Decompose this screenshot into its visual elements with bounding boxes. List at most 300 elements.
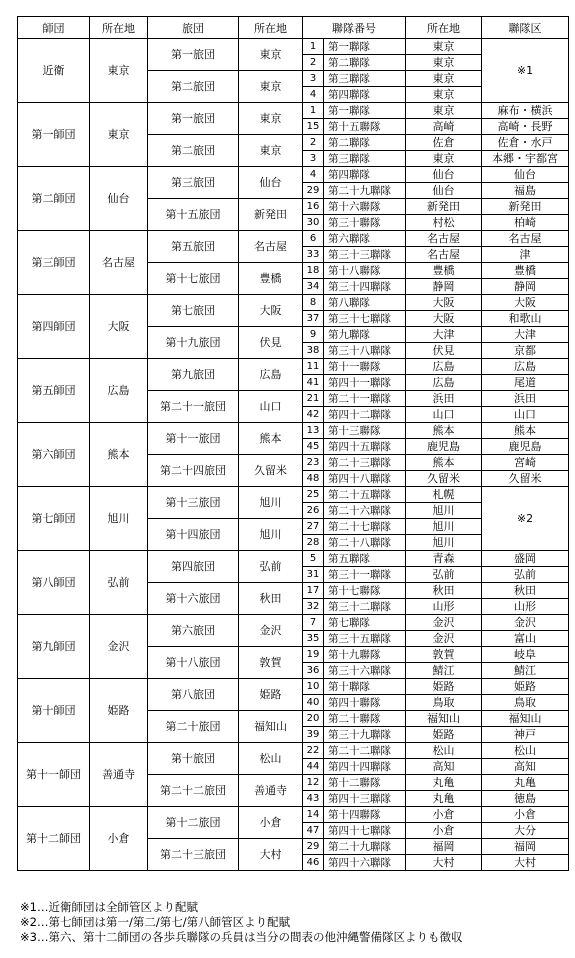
- header-regiment-location: 所在地: [406, 17, 482, 39]
- regiment-location: 大阪: [406, 295, 482, 311]
- regiment-number: 10: [303, 679, 324, 695]
- regiment-number: 39: [303, 727, 324, 743]
- table-row: [18, 487, 569, 503]
- header-row: [18, 17, 569, 39]
- regiment-location: 伏見: [406, 343, 482, 359]
- regiment-location: 広島: [406, 375, 482, 391]
- regiment-location: 青森: [406, 551, 482, 567]
- regiment-district: 弘前: [482, 567, 569, 583]
- table-row: [18, 679, 569, 695]
- regiment-number: 20: [303, 711, 324, 727]
- regiment-name: 第九聯隊: [324, 327, 406, 343]
- regiment-district: 福島: [482, 183, 569, 199]
- regiment-location: 山口: [406, 407, 482, 423]
- regiment-district: 熊本: [482, 423, 569, 439]
- regiment-district: 仙台: [482, 167, 569, 183]
- regiment-district: 秋田: [482, 583, 569, 599]
- regiment-number: 4: [303, 87, 324, 103]
- brigade-name: 第九旅団: [148, 359, 239, 391]
- regiment-district: 柏崎: [482, 215, 569, 231]
- brigade-location: 敦賀: [239, 647, 303, 679]
- brigade-name: 第十七旅団: [148, 263, 239, 295]
- regiment-number: 6: [303, 231, 324, 247]
- division-location: 小倉: [90, 807, 148, 871]
- regiment-name: 第四十二聯隊: [324, 407, 406, 423]
- regiment-district: ※1: [482, 39, 569, 103]
- brigade-location: 旭川: [239, 487, 303, 519]
- division-location: 善通寺: [90, 743, 148, 807]
- division-name: 第十二師団: [18, 807, 90, 871]
- regiment-location: 東京: [406, 151, 482, 167]
- brigade-location: 大村: [239, 839, 303, 871]
- division-name: 第八師団: [18, 551, 90, 615]
- footnote: ※1…近衛師団は全師管区より配賦: [20, 900, 198, 914]
- regiment-number: 34: [303, 279, 324, 295]
- regiment-district: 大村: [482, 855, 569, 871]
- regiment-name: 第二十聯隊: [324, 711, 406, 727]
- regiment-name: 第二十六聯隊: [324, 503, 406, 519]
- division-location: 仙台: [90, 167, 148, 231]
- regiment-number: 31: [303, 567, 324, 583]
- regiment-location: 敦賀: [406, 647, 482, 663]
- regiment-number: 5: [303, 551, 324, 567]
- regiment-district: 福岡: [482, 839, 569, 855]
- regiment-number: 15: [303, 119, 324, 135]
- brigade-location: 小倉: [239, 807, 303, 839]
- regiment-district: 大津: [482, 327, 569, 343]
- table-row: [18, 231, 569, 247]
- brigade-location: 金沢: [239, 615, 303, 647]
- regiment-district: 丸亀: [482, 775, 569, 791]
- regiment-district: 佐倉・水戸: [482, 135, 569, 151]
- header-regiment-district: 聯隊区: [482, 17, 569, 39]
- regiment-number: 7: [303, 615, 324, 631]
- regiment-number: 42: [303, 407, 324, 423]
- header-brigade: 旅団: [148, 17, 239, 39]
- brigade-name: 第二旅団: [148, 71, 239, 103]
- regiment-district: 新発田: [482, 199, 569, 215]
- brigade-name: 第二旅団: [148, 135, 239, 167]
- regiment-number: 2: [303, 55, 324, 71]
- regiment-name: 第三聯隊: [324, 151, 406, 167]
- brigade-name: 第十六旅団: [148, 583, 239, 615]
- division-location: 大阪: [90, 295, 148, 359]
- brigade-location: 旭川: [239, 519, 303, 551]
- brigade-location: 仙台: [239, 167, 303, 199]
- brigade-name: 第四旅団: [148, 551, 239, 583]
- regiment-district: 松山: [482, 743, 569, 759]
- regiment-location: 弘前: [406, 567, 482, 583]
- header-division: 師団: [18, 17, 90, 39]
- regiment-number: 33: [303, 247, 324, 263]
- table-body: [18, 39, 569, 871]
- regiment-district: 麻布・横浜: [482, 103, 569, 119]
- regiment-number: 36: [303, 663, 324, 679]
- regiment-name: 第四十三聯隊: [324, 791, 406, 807]
- regiment-name: 第一聯隊: [324, 39, 406, 55]
- brigade-name: 第十二旅団: [148, 807, 239, 839]
- regiment-location: 広島: [406, 359, 482, 375]
- table-row: [18, 167, 569, 183]
- regiment-location: 名古屋: [406, 231, 482, 247]
- division-name: 第九師団: [18, 615, 90, 679]
- regiment-location: 名古屋: [406, 247, 482, 263]
- regiment-number: 29: [303, 183, 324, 199]
- regiment-number: 22: [303, 743, 324, 759]
- regiment-name: 第十三聯隊: [324, 423, 406, 439]
- header-regiment-number: 聯隊番号: [303, 17, 406, 39]
- brigade-location: 弘前: [239, 551, 303, 583]
- regiment-number: 23: [303, 455, 324, 471]
- regiment-district: 大阪: [482, 295, 569, 311]
- regiment-district: 浜田: [482, 391, 569, 407]
- regiment-district: 高知: [482, 759, 569, 775]
- regiment-district: 宮崎: [482, 455, 569, 471]
- regiment-location: 熊本: [406, 455, 482, 471]
- regiment-name: 第四聯隊: [324, 167, 406, 183]
- regiment-name: 第一聯隊: [324, 103, 406, 119]
- brigade-location: 善通寺: [239, 775, 303, 807]
- brigade-name: 第十四旅団: [148, 519, 239, 551]
- division-name: 第六師団: [18, 423, 90, 487]
- footnote: ※3…第六、第十二師団の各歩兵聯隊の兵員は当分の間表の他沖縄警備隊区よりも徴収: [20, 930, 463, 944]
- regiment-number: 18: [303, 263, 324, 279]
- regiment-district: 静岡: [482, 279, 569, 295]
- regiment-location: 札幌: [406, 487, 482, 503]
- brigade-location: 東京: [239, 39, 303, 71]
- regiment-location: 旭川: [406, 519, 482, 535]
- regiment-location: 松山: [406, 743, 482, 759]
- regiment-location: 姫路: [406, 727, 482, 743]
- regiment-district: 高崎・長野: [482, 119, 569, 135]
- regiment-location: 旭川: [406, 535, 482, 551]
- regiment-district: 尾道: [482, 375, 569, 391]
- regiment-name: 第三十八聯隊: [324, 343, 406, 359]
- regiment-name: 第三十九聯隊: [324, 727, 406, 743]
- regiment-district: 山口: [482, 407, 569, 423]
- regiment-name: 第七聯隊: [324, 615, 406, 631]
- brigade-name: 第二十二旅団: [148, 775, 239, 807]
- regiment-district: 広島: [482, 359, 569, 375]
- brigade-name: 第一旅団: [148, 103, 239, 135]
- regiment-location: 静岡: [406, 279, 482, 295]
- footnote: ※2…第七師団は第一/第二/第七/第八師管区より配賦: [20, 915, 291, 929]
- regiment-location: 高知: [406, 759, 482, 775]
- regiment-location: 東京: [406, 55, 482, 71]
- regiment-location: 小倉: [406, 823, 482, 839]
- regiment-number: 37: [303, 311, 324, 327]
- regiment-location: 福岡: [406, 839, 482, 855]
- brigade-name: 第十三旅団: [148, 487, 239, 519]
- brigade-name: 第二十一旅団: [148, 391, 239, 423]
- brigade-location: 久留米: [239, 455, 303, 487]
- regiment-location: 仙台: [406, 183, 482, 199]
- regiment-district: 盛岡: [482, 551, 569, 567]
- division-name: 第三師団: [18, 231, 90, 295]
- regiment-location: 鹿児島: [406, 439, 482, 455]
- division-name: 第十師団: [18, 679, 90, 743]
- regiment-number: 9: [303, 327, 324, 343]
- division-location: 広島: [90, 359, 148, 423]
- header-brigade-location: 所在地: [239, 17, 303, 39]
- regiment-number: 29: [303, 839, 324, 855]
- division-name: 第一師団: [18, 103, 90, 167]
- regiment-location: 鳥取: [406, 695, 482, 711]
- regiment-name: 第三聯隊: [324, 71, 406, 87]
- division-location: 東京: [90, 39, 148, 103]
- regiment-name: 第二十五聯隊: [324, 487, 406, 503]
- regiment-district: 和歌山: [482, 311, 569, 327]
- regiment-name: 第二十九聯隊: [324, 839, 406, 855]
- regiment-number: 16: [303, 199, 324, 215]
- regiment-name: 第三十一聯隊: [324, 567, 406, 583]
- regiment-name: 第十五聯隊: [324, 119, 406, 135]
- division-name: 第十一師団: [18, 743, 90, 807]
- brigade-location: 広島: [239, 359, 303, 391]
- regiment-location: 佐倉: [406, 135, 482, 151]
- division-name: 第七師団: [18, 487, 90, 551]
- regiment-number: 45: [303, 439, 324, 455]
- regiment-location: 東京: [406, 87, 482, 103]
- brigade-location: 豊橋: [239, 263, 303, 295]
- regiment-number: 43: [303, 791, 324, 807]
- regiment-number: 12: [303, 775, 324, 791]
- regiment-location: 秋田: [406, 583, 482, 599]
- brigade-name: 第二十旅団: [148, 711, 239, 743]
- table-row: [18, 423, 569, 439]
- regiment-district: 徳島: [482, 791, 569, 807]
- regiment-number: 3: [303, 71, 324, 87]
- table-row: [18, 807, 569, 823]
- division-name: 第五師団: [18, 359, 90, 423]
- brigade-location: 山口: [239, 391, 303, 423]
- brigade-location: 熊本: [239, 423, 303, 455]
- regiment-name: 第四十八聯隊: [324, 471, 406, 487]
- regiment-location: 大村: [406, 855, 482, 871]
- division-name: 第二師団: [18, 167, 90, 231]
- regiment-number: 1: [303, 39, 324, 55]
- regiment-location: 高崎: [406, 119, 482, 135]
- regiment-location: 新発田: [406, 199, 482, 215]
- regiment-name: 第四十七聯隊: [324, 823, 406, 839]
- regiment-location: 丸亀: [406, 775, 482, 791]
- regiment-location: 東京: [406, 103, 482, 119]
- regiment-name: 第四十四聯隊: [324, 759, 406, 775]
- regiment-district: 津: [482, 247, 569, 263]
- regiment-district: 姫路: [482, 679, 569, 695]
- regiment-district: 小倉: [482, 807, 569, 823]
- regiment-name: 第八聯隊: [324, 295, 406, 311]
- brigade-name: 第十一旅団: [148, 423, 239, 455]
- regiment-district: 富山: [482, 631, 569, 647]
- regiment-number: 47: [303, 823, 324, 839]
- regiment-number: 17: [303, 583, 324, 599]
- regiment-name: 第三十五聯隊: [324, 631, 406, 647]
- regiment-name: 第四十一聯隊: [324, 375, 406, 391]
- regiment-district: 豊橋: [482, 263, 569, 279]
- division-location: 金沢: [90, 615, 148, 679]
- regiment-district: 岐阜: [482, 647, 569, 663]
- division-location: 弘前: [90, 551, 148, 615]
- regiment-district: ※2: [482, 487, 569, 551]
- regiment-location: 金沢: [406, 631, 482, 647]
- division-name: 近衛: [18, 39, 90, 103]
- regiment-district: 山形: [482, 599, 569, 615]
- regiment-location: 熊本: [406, 423, 482, 439]
- brigade-location: 福知山: [239, 711, 303, 743]
- regiment-name: 第十四聯隊: [324, 807, 406, 823]
- regiment-name: 第十聯隊: [324, 679, 406, 695]
- regiment-district: 大分: [482, 823, 569, 839]
- division-location: 名古屋: [90, 231, 148, 295]
- regiment-name: 第三十三聯隊: [324, 247, 406, 263]
- regiment-location: 久留米: [406, 471, 482, 487]
- table-row: [18, 39, 569, 55]
- brigade-location: 秋田: [239, 583, 303, 615]
- regiment-district: 京都: [482, 343, 569, 359]
- brigade-name: 第十五旅団: [148, 199, 239, 231]
- regiment-name: 第三十聯隊: [324, 215, 406, 231]
- regiment-district: 鳥取: [482, 695, 569, 711]
- brigade-name: 第五旅団: [148, 231, 239, 263]
- regiment-name: 第十六聯隊: [324, 199, 406, 215]
- brigade-name: 第六旅団: [148, 615, 239, 647]
- regiment-location: 旭川: [406, 503, 482, 519]
- regiment-name: 第十一聯隊: [324, 359, 406, 375]
- regiment-number: 48: [303, 471, 324, 487]
- regiment-number: 13: [303, 423, 324, 439]
- regiment-location: 大阪: [406, 311, 482, 327]
- regiment-location: 山形: [406, 599, 482, 615]
- division-table: [17, 16, 569, 871]
- regiment-number: 4: [303, 167, 324, 183]
- regiment-district: 鹿児島: [482, 439, 569, 455]
- regiment-name: 第四聯隊: [324, 87, 406, 103]
- regiment-location: 大津: [406, 327, 482, 343]
- brigade-location: 新発田: [239, 199, 303, 231]
- regiment-name: 第三十四聯隊: [324, 279, 406, 295]
- regiment-location: 東京: [406, 71, 482, 87]
- table-row: [18, 295, 569, 311]
- regiment-location: 鯖江: [406, 663, 482, 679]
- division-name: 第四師団: [18, 295, 90, 359]
- regiment-name: 第五聯隊: [324, 551, 406, 567]
- regiment-district: 名古屋: [482, 231, 569, 247]
- regiment-location: 東京: [406, 39, 482, 55]
- regiment-number: 1: [303, 103, 324, 119]
- regiment-name: 第二十二聯隊: [324, 743, 406, 759]
- regiment-location: 豊橋: [406, 263, 482, 279]
- regiment-district: 鯖江: [482, 663, 569, 679]
- regiment-number: 27: [303, 519, 324, 535]
- regiment-name: 第二十七聯隊: [324, 519, 406, 535]
- regiment-number: 46: [303, 855, 324, 871]
- regiment-district: 本郷・宇都宮: [482, 151, 569, 167]
- division-location: 旭川: [90, 487, 148, 551]
- division-location: 姫路: [90, 679, 148, 743]
- regiment-number: 40: [303, 695, 324, 711]
- regiment-number: 25: [303, 487, 324, 503]
- regiment-name: 第六聯隊: [324, 231, 406, 247]
- brigade-name: 第十旅団: [148, 743, 239, 775]
- regiment-number: 3: [303, 151, 324, 167]
- regiment-number: 38: [303, 343, 324, 359]
- regiment-name: 第二聯隊: [324, 135, 406, 151]
- regiment-number: 35: [303, 631, 324, 647]
- regiment-name: 第十七聯隊: [324, 583, 406, 599]
- brigade-name: 第十九旅団: [148, 327, 239, 359]
- regiment-name: 第二聯隊: [324, 55, 406, 71]
- brigade-location: 松山: [239, 743, 303, 775]
- table-row: [18, 551, 569, 567]
- regiment-name: 第四十聯隊: [324, 695, 406, 711]
- regiment-district: 福知山: [482, 711, 569, 727]
- table-row: [18, 103, 569, 119]
- regiment-name: 第二十三聯隊: [324, 455, 406, 471]
- footnotes: [20, 900, 462, 945]
- regiment-name: 第二十八聯隊: [324, 535, 406, 551]
- regiment-name: 第二十一聯隊: [324, 391, 406, 407]
- regiment-number: 14: [303, 807, 324, 823]
- table-row: [18, 743, 569, 759]
- brigade-location: 東京: [239, 103, 303, 135]
- regiment-location: 仙台: [406, 167, 482, 183]
- brigade-name: 第一旅団: [148, 39, 239, 71]
- regiment-location: 福知山: [406, 711, 482, 727]
- regiment-number: 32: [303, 599, 324, 615]
- regiment-location: 姫路: [406, 679, 482, 695]
- brigade-location: 名古屋: [239, 231, 303, 263]
- brigade-location: 大阪: [239, 295, 303, 327]
- brigade-name: 第二十四旅団: [148, 455, 239, 487]
- brigade-name: 第二十三旅団: [148, 839, 239, 871]
- regiment-number: 11: [303, 359, 324, 375]
- brigade-name: 第八旅団: [148, 679, 239, 711]
- regiment-district: 久留米: [482, 471, 569, 487]
- brigade-name: 第十八旅団: [148, 647, 239, 679]
- regiment-number: 8: [303, 295, 324, 311]
- regiment-location: 村松: [406, 215, 482, 231]
- brigade-location: 東京: [239, 71, 303, 103]
- brigade-name: 第七旅団: [148, 295, 239, 327]
- division-location: 熊本: [90, 423, 148, 487]
- regiment-name: 第四十五聯隊: [324, 439, 406, 455]
- regiment-name: 第十二聯隊: [324, 775, 406, 791]
- regiment-number: 44: [303, 759, 324, 775]
- table-row: [18, 359, 569, 375]
- regiment-location: 丸亀: [406, 791, 482, 807]
- regiment-number: 2: [303, 135, 324, 151]
- regiment-number: 30: [303, 215, 324, 231]
- regiment-district: 神戸: [482, 727, 569, 743]
- regiment-name: 第二十九聯隊: [324, 183, 406, 199]
- regiment-number: 28: [303, 535, 324, 551]
- regiment-number: 21: [303, 391, 324, 407]
- regiment-name: 第十九聯隊: [324, 647, 406, 663]
- brigade-location: 東京: [239, 135, 303, 167]
- division-location: 東京: [90, 103, 148, 167]
- table-row: [18, 615, 569, 631]
- regiment-number: 41: [303, 375, 324, 391]
- regiment-location: 金沢: [406, 615, 482, 631]
- regiment-name: 第四十六聯隊: [324, 855, 406, 871]
- brigade-location: 伏見: [239, 327, 303, 359]
- regiment-district: 金沢: [482, 615, 569, 631]
- regiment-location: 浜田: [406, 391, 482, 407]
- regiment-name: 第三十六聯隊: [324, 663, 406, 679]
- regiment-number: 26: [303, 503, 324, 519]
- brigade-location: 姫路: [239, 679, 303, 711]
